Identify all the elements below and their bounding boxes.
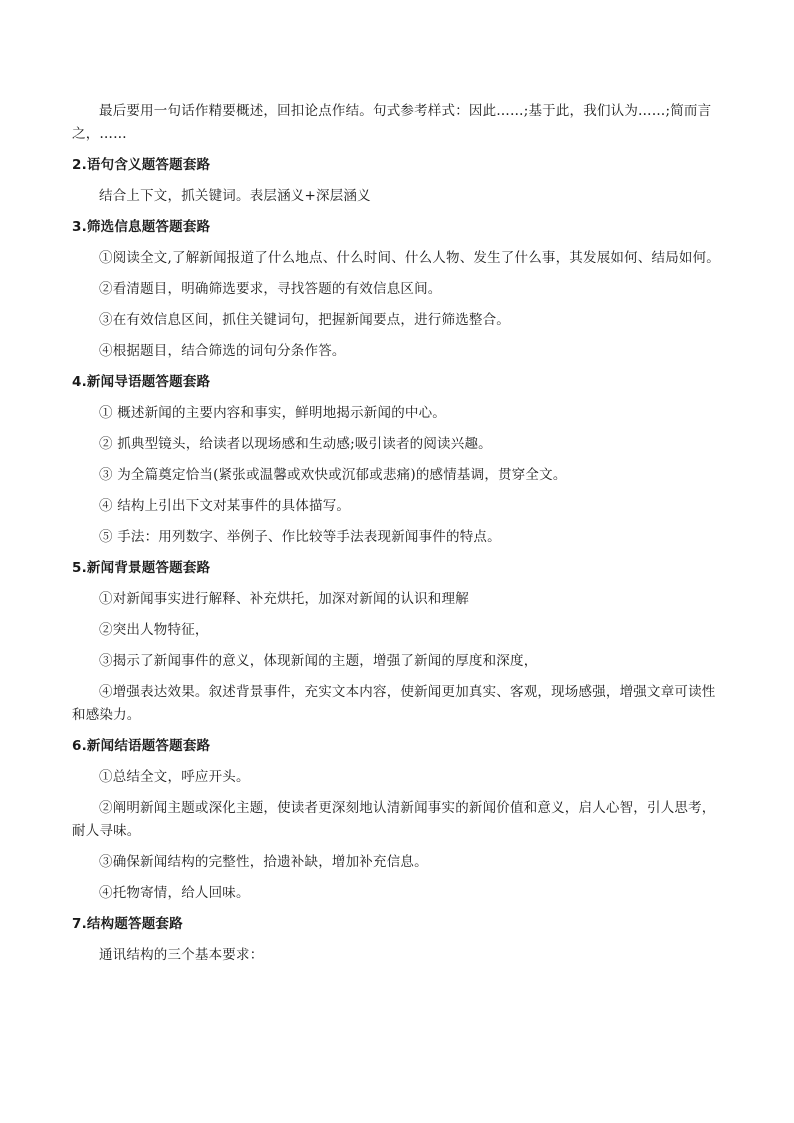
section-heading: 7.结构题答题套路 <box>72 916 183 932</box>
section-item: ② 抓典型镜头，给读者以现场感和生动感;吸引读者的阅读兴趣。 <box>99 436 492 452</box>
section-5 <box>72 557 726 727</box>
section-item: ③在有效信息区间，抓住关键词句，把握新闻要点，进行筛选整合。 <box>99 312 510 328</box>
section-item: ①阅读全文,了解新闻报道了什么地点、什么时间、什么人物、发生了什么事，其发展如何、结局如何。 <box>99 250 720 266</box>
section-heading: 2.语句含义题答题套路 <box>72 157 211 173</box>
section-item: ③确保新闻结构的完整性，拾遗补缺，增加补充信息。 <box>99 854 428 870</box>
section-2 <box>72 154 726 208</box>
section-item: ②突出人物特征， <box>99 622 209 638</box>
section-heading: 4.新闻导语题答题套路 <box>72 374 211 390</box>
section-heading: 5.新闻背景题答题套路 <box>72 560 211 576</box>
section-item: ④ 结构上引出下文对某事件的具体描写。 <box>99 498 351 514</box>
intro-paragraph: 最后要用一句话作精要概述，回扣论点作结。句式参考样式：因此……;基于此，我们认为……;简而言之，…… <box>72 103 712 142</box>
section-4 <box>72 371 726 549</box>
section-item: ⑤ 手法：用列数字、举例子、作比较等手法表现新闻事件的特点。 <box>99 529 501 545</box>
section-item: ①对新闻事实进行解释、补充烘托，加深对新闻的认识和理解 <box>99 591 469 607</box>
document-body <box>72 100 726 975</box>
section-item: ①总结全文，呼应开头。 <box>99 769 250 785</box>
section-item: ① 概述新闻的主要内容和事实，鲜明地揭示新闻的中心。 <box>99 405 446 421</box>
section-item: 结合上下文，抓关键词。表层涵义+深层涵义 <box>99 188 371 204</box>
section-item: ③揭示了新闻事件的意义，体现新闻的主题，增强了新闻的厚度和深度， <box>99 653 538 669</box>
section-heading: 6.新闻结语题答题套路 <box>72 738 211 754</box>
section-item: ②阐明新闻主题或深化主题，使读者更深刻地认清新闻事实的新闻价值和意义，启人心智，引人思考，耐人寻味。 <box>72 800 716 839</box>
section-3 <box>72 216 726 363</box>
section-item: ②看清题目，明确筛选要求，寻找答题的有效信息区间。 <box>99 281 442 297</box>
section-item: ③ 为全篇奠定恰当(紧张或温馨或欢快或沉郁或悲痛)的感情基调，贯穿全文。 <box>99 467 567 483</box>
section-item: ④根据题目，结合筛选的词句分条作答。 <box>99 343 346 359</box>
section-item: ④托物寄情，给人回味。 <box>99 885 250 901</box>
section-7 <box>72 913 726 967</box>
section-6 <box>72 735 726 905</box>
section-item: 通讯结构的三个基本要求： <box>99 947 264 963</box>
section-item: ④增强表达效果。叙述背景事件，充实文本内容，使新闻更加真实、客观，现场感强，增强文章可读性和感染力。 <box>72 684 716 723</box>
section-heading: 3.筛选信息题答题套路 <box>72 219 211 235</box>
